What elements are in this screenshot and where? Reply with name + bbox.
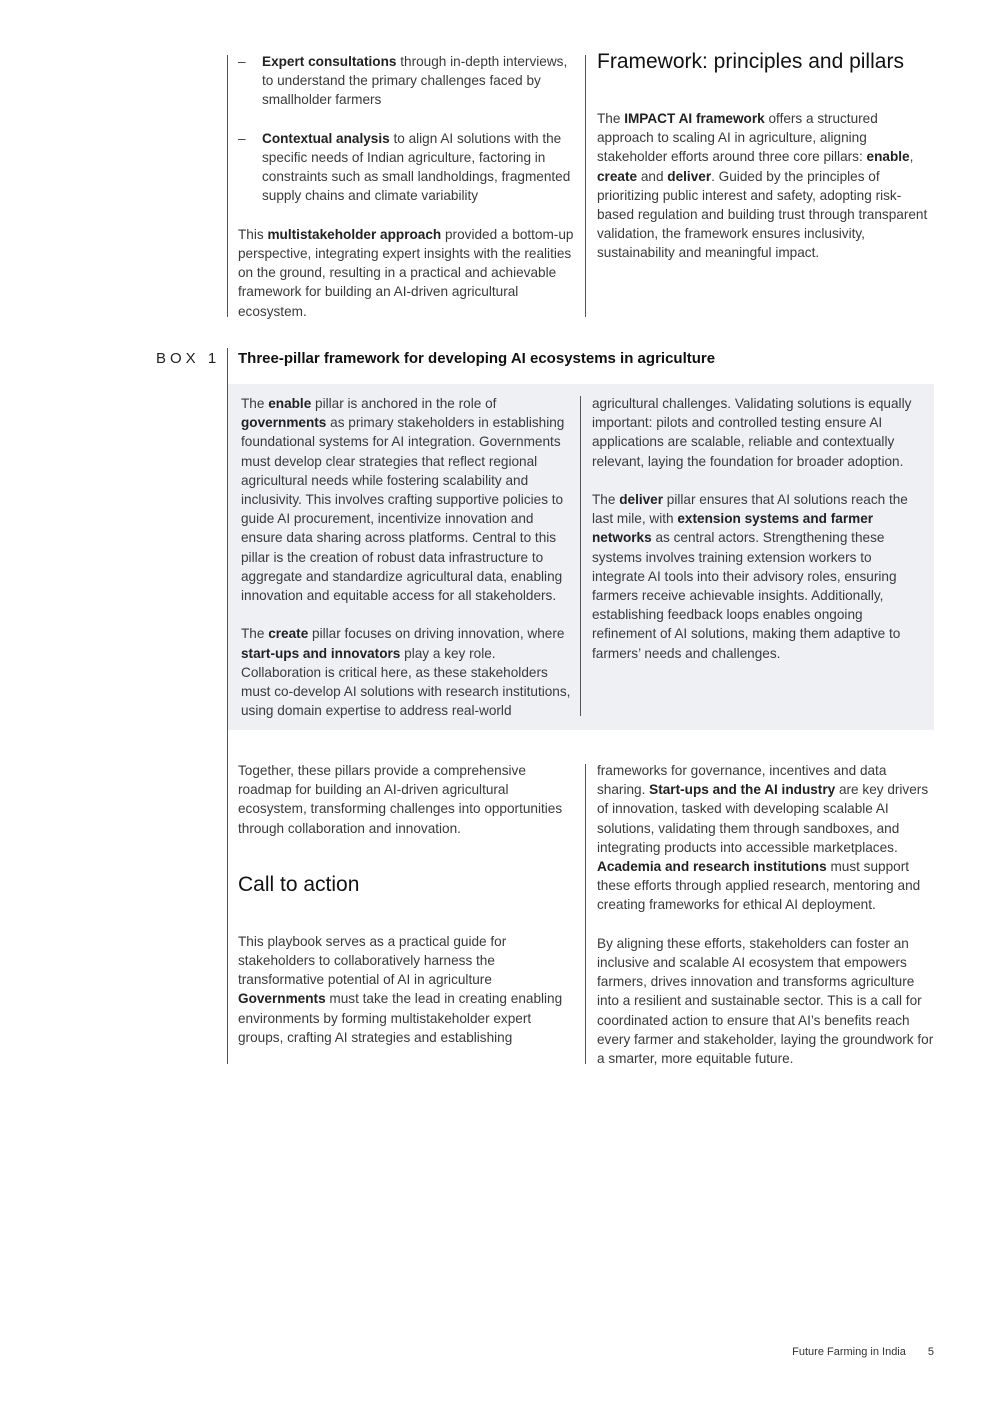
call-to-action-paragraph: This playbook serves as a practical guide for stakeholders to collaboratively harness the transformative potential of AI in agriculture Governments must take the lead in creating enabling environments by forming multistakeholder expert groups, crafting AI strategies and establishing — [238, 933, 563, 1045]
footer — [792, 1346, 934, 1358]
box-column-divider — [580, 396, 581, 716]
column-divider-top — [585, 55, 586, 317]
left-margin-rule-bottom — [227, 730, 228, 1064]
call-to-action-continued: frameworks for governance, incentives and data sharing. Start-ups and the AI industry are key drivers of innovation, tasked with developing scalable AI solutions, validating them through sandboxes, and integrating products into accessible marketplaces. Academia and research institutions must support these efforts through applied research, mentoring and creating frameworks for ethical AI deployment. — [597, 763, 929, 913]
framework-paragraph: The IMPACT AI framework offers a structured approach to scaling AI in agriculture, aligning stakeholder efforts around three core pillars: enable, create and deliver. Guided by the principles of prioritizing public interest and safety, adopting risk-based regulation and building trust through transparent validation, the framework ensures inclusivity, sustainability and meaningful impact. — [597, 111, 928, 261]
column-divider-bottom — [585, 764, 586, 1064]
multistakeholder-paragraph: This multistakeholder approach provided a bottom-up perspective, integrating expert insights with the realities on the ground, resulting in a practical and achievable framework for building an AI-driven agricultural ecosystem. — [238, 226, 574, 319]
top-left-column — [238, 52, 578, 321]
bullet-contextual-analysis: – Contextual analysis to align AI solutions with the specific needs of Indian agriculture, factoring in constraints such as small landholdings, fragmented supply chains and climate variability — [238, 130, 571, 204]
enable-pillar-paragraph: The enable pillar is anchored in the role of governments as primary stakeholders in establishing foundational systems for AI integration. Governments must develop clear strategies that reflect regional agricultural needs while fostering scalability and inclusivity. This involves crafting supportive policies to guide AI procurement, incentivize innovation and ensure data sharing across platforms. Central to this pillar is the creation of robust data infrastructure to aggregate and standardize agricultural data, enabling innovation and equitable access for all stakeholders. — [241, 396, 565, 604]
together-paragraph: Together, these pillars provide a comprehensive roadmap for building an AI-driven agricultural ecosystem, transforming challenges into opportunities through collaboration and innovation. — [238, 763, 563, 836]
box-label: BOX 1 — [156, 350, 221, 367]
box-right-column — [592, 394, 924, 663]
framework-heading: Framework: principles and pillars — [597, 50, 904, 73]
create-pillar-continued: agricultural challenges. Validating solutions is equally important: pilots and controlled testing ensure AI applications are scalable, reliable and contextually relevant, laying the foundation for broader adoption. — [592, 396, 912, 469]
bottom-left-column — [238, 761, 574, 1047]
closing-paragraph: By aligning these efforts, stakeholders can foster an inclusive and scalable AI ecosystem that empowers farmers, drives innovation and transforms agriculture into a resilient and sustainable sector. This is a call for coordinated action to ensure that AI’s benefits reach every farmer and stakeholder, laying the groundwork for a smarter, more equitable future. — [597, 935, 934, 1067]
bottom-right-column — [597, 761, 937, 1068]
footer-title: Future Farming in India — [792, 1346, 906, 1358]
box-title: Three-pillar framework for developing AI ecosystems in agriculture — [238, 350, 716, 367]
create-pillar-paragraph: The create pillar focuses on driving innovation, where start-ups and innovators play a key role. Collaboration is critical here, as these stakeholders must co-develop AI solutions with research institutions, using domain expertise to address real-world — [241, 626, 571, 719]
box-left-column — [241, 394, 571, 722]
call-to-action-heading: Call to action — [238, 872, 360, 896]
page-number: 5 — [927, 1346, 934, 1358]
left-margin-rule-top — [227, 55, 228, 317]
deliver-pillar-paragraph: The deliver pillar ensures that AI solutions reach the last mile, with extension systems and farmer networks as central actors. Strengthening these systems involves training extension workers to integrate AI tools into their advisory roles, ensuring farmers receive achievable insights. Additionally, establishing feedback loops enables ongoing refinement of AI solutions, making them adaptive to farmers’ needs and challenges. — [592, 492, 908, 661]
framework-section — [597, 48, 937, 263]
bullet-expert-consultations: – Expert consultations through in-depth interviews, to understand the primary challenges faced by smallholder farmers — [238, 54, 568, 108]
